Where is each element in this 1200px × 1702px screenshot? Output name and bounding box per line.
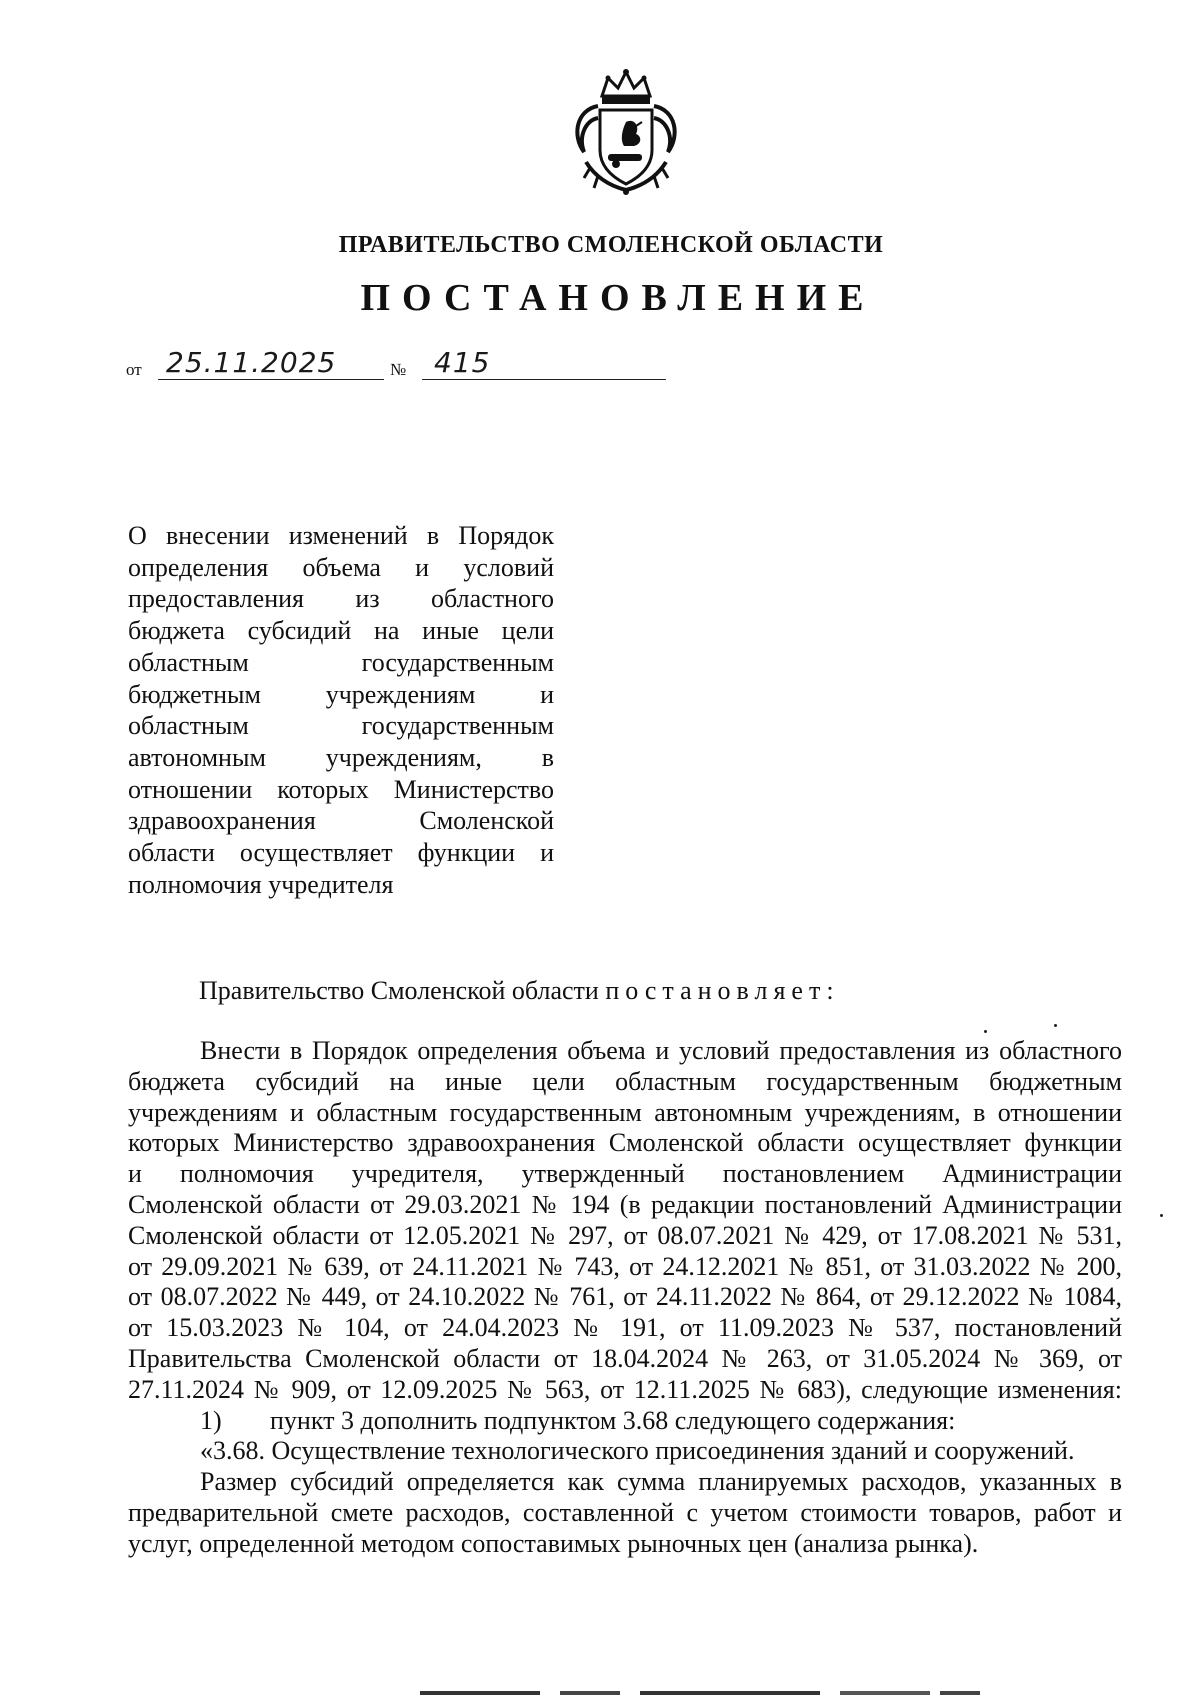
body-line: 27.11.2024 № 909, от 12.09.2025 № 563, от 12.11.2025 № 683), следующие изменения:	[128, 1374, 1122, 1404]
body-line: Размер субсидий определяется как сумма планируемых расходов, указанных в	[200, 1467, 1122, 1497]
document-body	[128, 1036, 1122, 1560]
list-item	[128, 1406, 1122, 1437]
document-subject	[128, 520, 554, 900]
scan-speck	[984, 1030, 987, 1033]
body-line: от 29.09.2021 № 639, от 24.11.2021 № 743, от 24.12.2021 № 851, от 31.03.2022 № 200,	[128, 1251, 1122, 1281]
quoted-clause: «3.68. Осуществление технологического присоединения зданий и сооружений.	[200, 1436, 1075, 1466]
number-underline	[422, 379, 666, 380]
organization-title: ПРАВИТЕЛЬСТВО СМОЛЕНСКОЙ ОБЛАСТИ	[338, 232, 884, 258]
subject-line: определения объема и условий	[128, 552, 554, 582]
body-line: Смоленской области от 12.05.2021 № 297, от 08.07.2021 № 429, от 17.08.2021 № 531,	[128, 1220, 1122, 1250]
subject-line: полномочия учредителя	[128, 869, 394, 899]
subject-line: бюджетным учреждениям и	[128, 679, 554, 709]
resolves-prefix: Правительство Смоленской области	[199, 976, 599, 1005]
resolves-verb: постановляет:	[605, 976, 840, 1005]
number-label: №	[390, 360, 407, 379]
subject-line: предоставления из областного	[128, 584, 554, 614]
date-underline	[158, 379, 384, 380]
subject-line: области осуществляет функции и	[128, 838, 554, 868]
body-line: и полномочия учредителя, утвержденный постановлением Администрации	[128, 1159, 1122, 1189]
body-line: Смоленской области от 29.03.2021 № 194 (в редакции постановлений Администрации	[128, 1189, 1122, 1219]
subject-line: автономным учреждениям, в	[128, 742, 554, 772]
date-value: 25.11.2025	[166, 346, 337, 379]
date-label: от	[126, 360, 142, 379]
scan-speck	[1054, 1024, 1057, 1027]
document-type: ПОСТАНОВЛЕНИЕ	[360, 277, 876, 319]
body-line: которых Министерство здравоохранения Смоленской области осуществляет функции	[128, 1128, 1122, 1158]
scan-edge-noise	[40, 1690, 1160, 1696]
list-item-number: 1)	[200, 1405, 222, 1435]
subject-line: отношении которых Министерство	[128, 774, 554, 804]
list-item-text: пункт 3 дополнить подпунктом 3.68 следующего содержания:	[270, 1405, 956, 1435]
body-line: Внести в Порядок определения объема и условий предоставления из областного	[200, 1036, 1122, 1065]
subject-line: областным государственным	[128, 647, 554, 677]
body-line: от 08.07.2022 № 449, от 24.10.2022 № 761, от 24.11.2022 № 864, от 29.12.2022 № 1084,	[128, 1282, 1122, 1312]
body-line: услуг, определенной методом сопоставимых рыночных цен (анализа рынка).	[128, 1528, 979, 1558]
scan-speck	[1160, 1214, 1163, 1217]
body-line: от 15.03.2023 № 104, от 24.04.2023 № 191, от 11.09.2023 № 537, постановлений	[128, 1313, 1122, 1343]
body-line: бюджета субсидий на иные цели областным государственным бюджетным	[128, 1066, 1122, 1096]
body-line: учреждениям и областным государственным автономным учреждениям, в отношении	[128, 1097, 1122, 1127]
body-line: предварительной смете расходов, составленной с учетом стоимости товаров, работ и	[128, 1497, 1122, 1527]
body-line: Правительства Смоленской области от 18.04.2024 № 263, от 31.05.2024 № 369, от	[128, 1343, 1122, 1373]
subject-line: областным государственным	[128, 711, 554, 741]
coat-of-arms-icon	[568, 66, 684, 196]
subject-line: бюджета субсидий на иные цели	[128, 616, 554, 646]
resolves-line	[199, 976, 840, 1006]
subject-line: здравоохранения Смоленской	[128, 806, 554, 836]
number-value: 415	[434, 346, 491, 379]
subject-line: О внесении изменений в Порядок	[128, 521, 554, 550]
